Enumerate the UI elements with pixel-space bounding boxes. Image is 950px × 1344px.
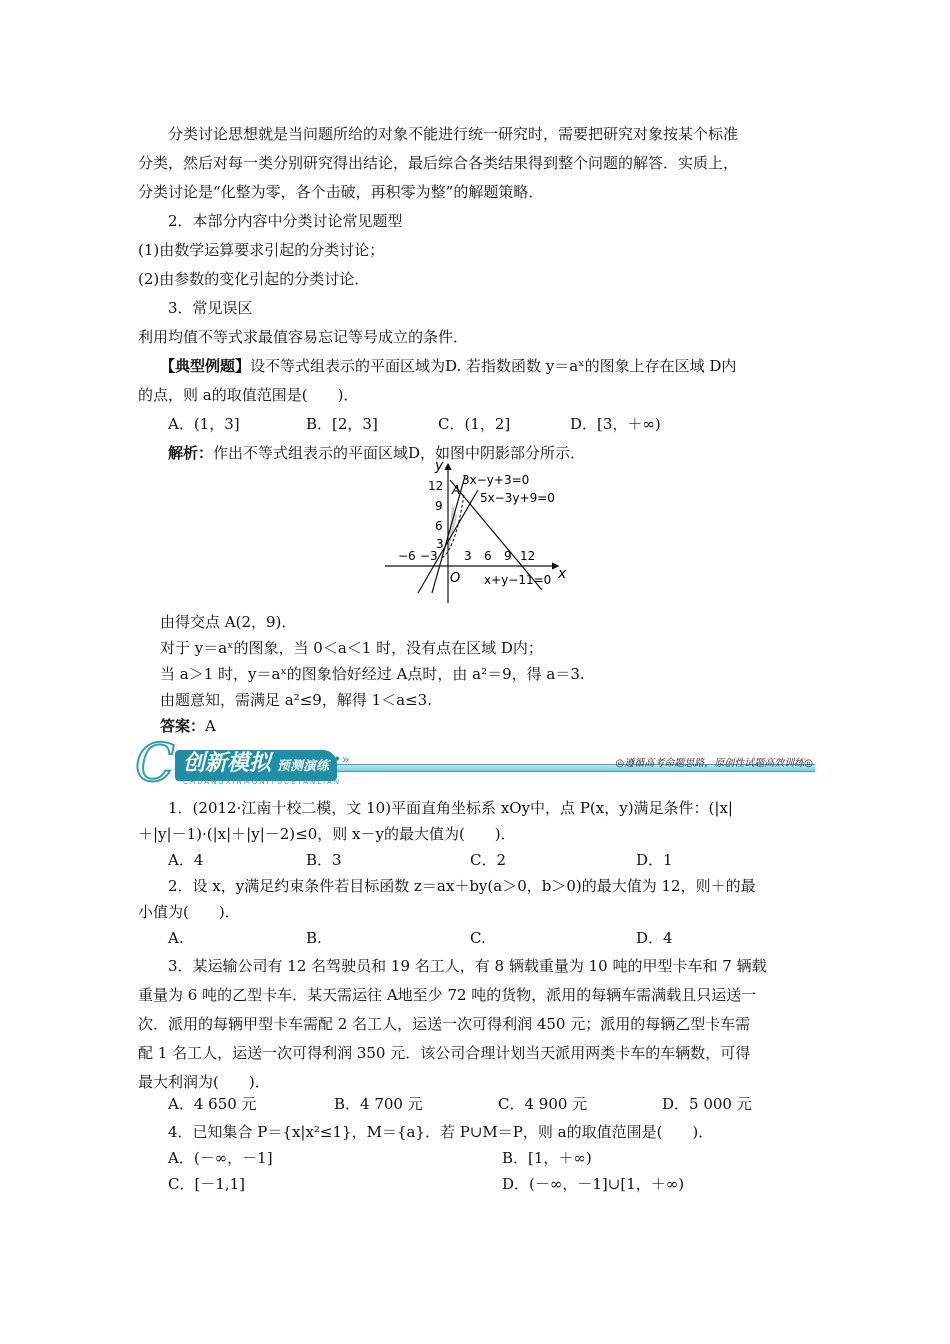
line-label: x+y−11=0 (484, 573, 552, 587)
problem-option: D．5 000 元 (662, 1095, 752, 1113)
answer-value: A (205, 717, 216, 735)
problem-option: A．4 (168, 851, 204, 869)
answer-line (160, 716, 216, 736)
problem-option: A. (168, 929, 184, 947)
intro-paragraph-line: 分类讨论思想就是当问题所给的对象不能进行统一研究时，需要把研究对象按某个标准 (168, 125, 739, 143)
solution-line: 由得交点 A(2，9)． (160, 613, 297, 631)
problem-line: 重量为 6 吨的乙型卡车．某天需运往 A地至少 72 吨的货物，派用的每辆车需满载且只运送一 (138, 986, 757, 1004)
problem-option: B．4 700 元 (334, 1095, 423, 1113)
solution-line: 当 a＞1 时，y＝aˣ的图象恰好经过 A点时，由 a²＝9，得 a＝3. (160, 665, 585, 683)
y-tick-label: 12 (428, 479, 444, 493)
example-option: A．(1，3] (168, 415, 240, 433)
problem-option: B．[1，＋∞) (502, 1149, 592, 1167)
y-tick-label: 6 (435, 519, 443, 533)
example-option: B．[2，3] (306, 415, 378, 433)
point-label: A (452, 483, 461, 497)
example-question-line: 的点，则 a的取值范围是( )． (138, 386, 359, 404)
example-tag: 【典型例题】 (160, 357, 251, 375)
section-banner (135, 734, 815, 794)
example-option: C．(1，2] (438, 415, 511, 433)
line-label: 5x−3y+9=0 (480, 491, 555, 505)
example-question-text: 设不等式组表示的平面区域为D. 若指数函数 y＝aˣ的图象上存在区域 D内 (250, 357, 737, 375)
y-axis-label: y (435, 458, 444, 474)
problem-option: C. (470, 929, 486, 947)
problem-option: D．(－∞，－1]∪[1，＋∞) (502, 1175, 685, 1193)
answer-label: 答案： (160, 717, 206, 735)
solution-label: 解析： (168, 444, 214, 462)
example-option: D．[3，＋∞) (570, 415, 661, 433)
problem-option: B. (306, 929, 322, 947)
intro-paragraph-line: 分类讨论是“化整为零，各个击破，再积零为整”的解题策略． (138, 183, 544, 201)
problem-line: 次．派用的每辆甲型卡车需配 2 名工人，运送一次可得利润 450 元；派用的每辆乙型卡车需 (138, 1015, 751, 1033)
section-heading: 2．本部分内容中分类讨论常见题型 (168, 212, 403, 230)
solution-text: 作出不等式组表示的平面区域D，如图中阴影部分所示． (213, 444, 586, 462)
problem-option: C．4 900 元 (498, 1095, 588, 1113)
problem-option: C．[－1,1] (168, 1175, 246, 1193)
problem-line: 配 1 名工人，运送一次可得利润 350 元．该公司合理计划当天派用两类卡车的车辆数，可得 (138, 1044, 751, 1062)
problem-option: D．1 (636, 851, 673, 869)
banner-slogan: ◎遵循高考命题思路，原创性试题高效训练◎ (615, 758, 813, 769)
double-arrow-icon: •» (333, 752, 350, 768)
problem-line: 最大利润为( )． (138, 1073, 270, 1091)
problem-option: A．(－∞，－1] (168, 1149, 273, 1167)
banner-c-logo: C (135, 734, 175, 794)
origin-label: O (450, 571, 461, 586)
list-item: (2)由参数的变化引起的分类讨论． (138, 270, 370, 288)
line-label: 3x−y+3=0 (462, 473, 530, 487)
problem-option: D．4 (636, 929, 673, 947)
x-tick-label: −3 (420, 549, 438, 563)
problem-line: 2．设 x，y满足约束条件若目标函数 z＝ax＋by(a＞0，b＞0)的最大值为 12，则＋的最 (168, 877, 756, 895)
problem-option: C．2 (470, 851, 507, 869)
banner-title-text: 创新模拟 (183, 751, 272, 776)
intro-paragraph-line: 分类，然后对每一类分别研究得出结论，最后综合各类结果得到整个问题的解答．实质上， (138, 154, 739, 172)
problem-line: 4．已知集合 P＝{x|x²≤1}，M＝{a}．若 P∪M＝P，则 a的取值范围是( )． (168, 1123, 714, 1141)
solution-line: 由题意知，需满足 a²≤9，解得 1＜a≤3. (160, 691, 432, 709)
y-tick-label: 3 (436, 537, 444, 551)
problem-line: 1．(2012·江南十校二模，文 10)平面直角坐标系 xOy中，点 P(x，y)满足条件：(|x| (168, 799, 733, 817)
x-tick-label: 9 (504, 549, 512, 563)
banner-pinyin: CHUANGXINMONIYUCEYANLIAN (183, 778, 342, 786)
x-tick-label: 6 (484, 549, 492, 563)
problem-option: A．4 650 元 (168, 1095, 257, 1113)
problem-line: 3．某运输公司有 12 名驾驶员和 19 名工人，有 8 辆载重量为 10 吨的甲型卡车和 7 辆载 (168, 957, 767, 975)
x-tick-label: 12 (520, 549, 536, 563)
y-tick-label: 9 (435, 499, 443, 513)
solution-line: 对于 y＝aˣ的图象，当 0＜a＜1 时，没有点在区域 D内； (160, 639, 543, 657)
problem-option: B．3 (306, 851, 342, 869)
list-item: (1)由数学运算要求引起的分类讨论； (138, 241, 385, 259)
x-tick-label: 3 (464, 549, 472, 563)
region-figure (380, 458, 580, 608)
banner-title (175, 750, 337, 781)
banner-subtitle: 预测演练 (277, 759, 330, 774)
problem-line: 小值为( )． (138, 903, 240, 921)
section-heading: 3．常见误区 (168, 299, 253, 317)
x-tick-label: −6 (398, 549, 416, 563)
x-axis-label: x (558, 566, 567, 582)
misconception-text: 利用均值不等式求最值容易忘记等号成立的条件． (138, 328, 469, 346)
example-question-line (160, 356, 736, 376)
problem-line: ＋|y|－1)·(|x|＋|y|－2)≤0，则 x－y的最大值为( )． (138, 825, 516, 843)
